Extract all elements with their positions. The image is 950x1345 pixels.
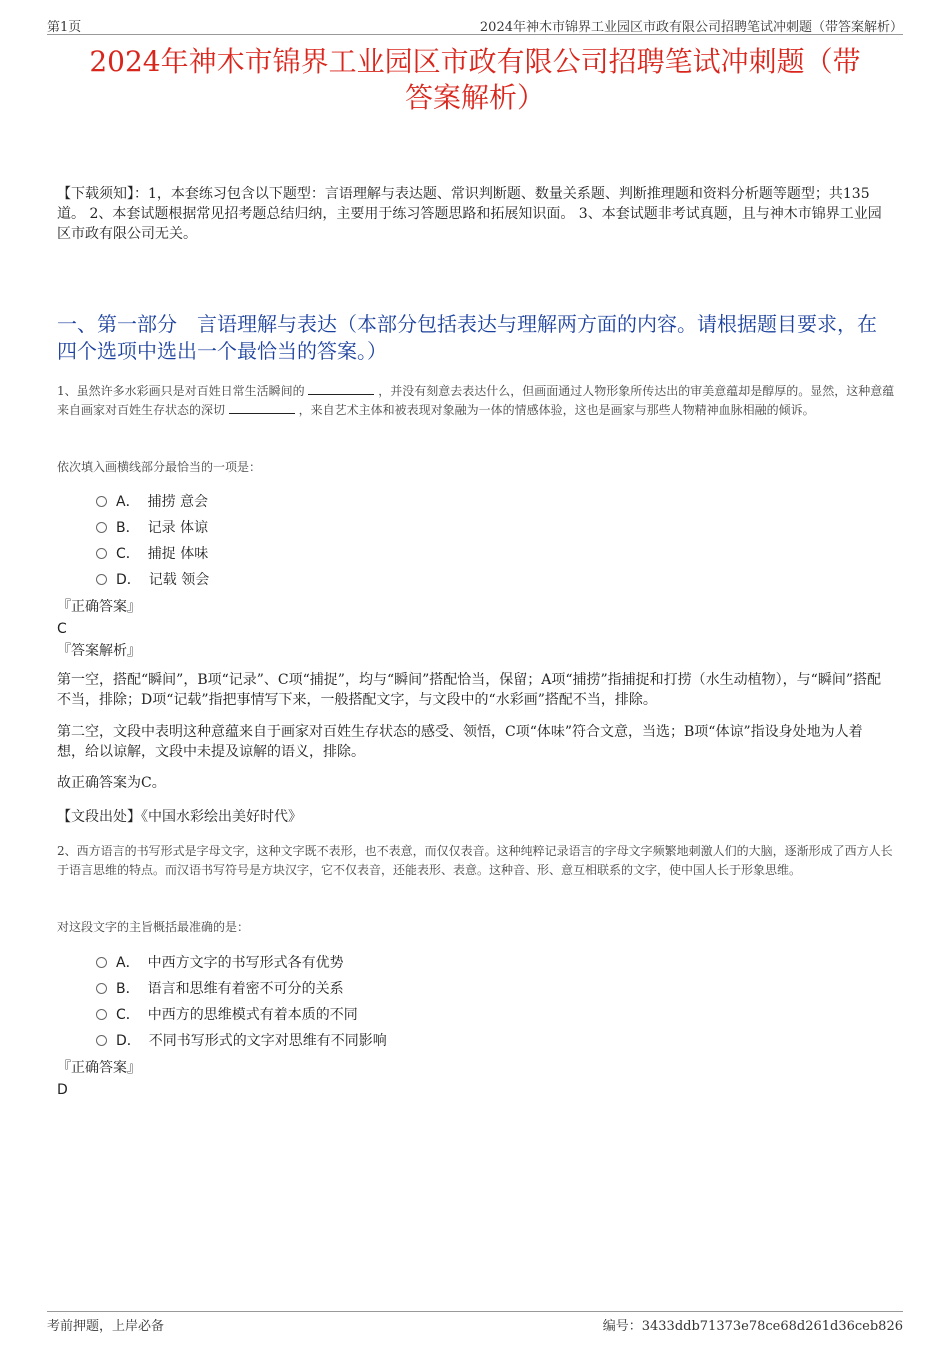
question-1-answer-block: [57, 596, 141, 662]
option-letter: D．: [116, 572, 141, 588]
option-letter: A．: [116, 955, 140, 971]
option-letter: A．: [116, 494, 140, 510]
page-number: 第1页: [47, 20, 82, 35]
analysis-paragraph-1: 第一空，搭配“瞬间”，B项“记录”、C项“捕捉”，均与“瞬间”搭配恰当，保留；A项“捕捞”指捕捉和打捞（水生动植物），与“瞬间”搭配不当，排除；D项“记载”指把事情写下来，一般搭配文字，与文段中的“水彩画”搭配不当，排除。: [57, 672, 881, 708]
option-text: 记载 领会: [148, 572, 210, 588]
question-1-part-a: 1、虽然许多水彩画只是对百姓日常生活瞬间的: [57, 384, 305, 398]
option-d[interactable]: [96, 569, 209, 595]
footer-slogan: 考前押题，上岸必备: [47, 1319, 165, 1334]
option-letter: B．: [116, 981, 140, 997]
correct-answer-label: 『正确答案』: [57, 1060, 141, 1076]
radio-icon[interactable]: [96, 522, 107, 533]
section-heading: 一、第一部分 言语理解与表达（本部分包括表达与理解两方面的内容。请根据题目要求，在四个选项中选出一个最恰当的答案。）: [57, 312, 877, 363]
question-2-text: 2、西方语言的书写形式是字母文字，这种文字既不表形，也不表意，而仅仅表音。这种纯粹记录语言的字母文字频繁地刺激人们的大脑，逐渐形成了西方人长于语言思维的特点。而汉语书写符号是方块汉字，它不仅表音，还能表形、表意。这种音、形、意互相联系的文字，使中国人长于形象思维。: [57, 844, 893, 877]
option-letter: C．: [116, 1007, 140, 1023]
radio-icon[interactable]: [96, 548, 107, 559]
question-2-answer-block: [57, 1057, 141, 1101]
option-text: 中西方文字的书写形式各有优势: [147, 955, 344, 971]
option-b[interactable]: [96, 517, 209, 543]
correct-answer-value: C: [57, 621, 67, 637]
correct-answer-label: 『正确答案』: [57, 599, 141, 615]
option-letter: C．: [116, 546, 140, 562]
option-a[interactable]: [96, 491, 209, 517]
fill-blank-1: [308, 382, 374, 395]
option-d[interactable]: [96, 1030, 387, 1056]
question-2-options: [96, 952, 387, 1056]
title-line-2: 答案解析）: [404, 81, 545, 114]
radio-icon[interactable]: [96, 496, 107, 507]
option-b[interactable]: [96, 978, 387, 1004]
option-c[interactable]: [96, 1004, 387, 1030]
option-letter: D．: [116, 1033, 141, 1049]
option-text: 记录 体谅: [147, 520, 209, 536]
question-1-options: [96, 491, 209, 595]
option-a[interactable]: [96, 952, 387, 978]
correct-answer-value: D: [57, 1082, 68, 1098]
radio-icon[interactable]: [96, 957, 107, 968]
analysis-conclusion: 故正确答案为C。: [57, 775, 166, 791]
radio-icon[interactable]: [96, 1009, 107, 1020]
analysis-paragraph-2: 第二空，文段中表明这种意蕴来自于画家对百姓生存状态的感受、领悟，C项“体味”符合文意，当选；B项“体谅”指设身处地为人着想，给以谅解，文段中未提及谅解的语义，排除。: [57, 724, 863, 760]
text-source: 【文段出处】《中国水彩绘出美好时代》: [57, 809, 302, 825]
download-notice: 【下载须知】：1，本套练习包含以下题型：言语理解与表达题、常识判断题、数量关系题、判断推理题和资料分析题等题型；共135道。 2、本套试题根据常见招考题总结归纳，主要用于练习答题思路和拓展知识面。 3、本套试题非考试真题，且与神木市锦界工业园区市政有限公司无关。: [57, 186, 882, 242]
page-header: [47, 14, 903, 35]
page-footer: [47, 1311, 903, 1332]
option-c[interactable]: [96, 543, 209, 569]
analysis-label: 『答案解析』: [57, 643, 141, 659]
option-text: 不同书写形式的文字对思维有不同影响: [148, 1033, 387, 1049]
question-1-part-b: ，并没有刻意去表达什么，但画面通过人物形象所传达出的审美意蕴却是醇厚的。显然，这种意蕴来自画家对百姓生存状态的深切: [57, 384, 895, 417]
option-text: 语言和思维有着密不可分的关系: [147, 981, 344, 997]
option-text: 捕捞 意会: [147, 494, 209, 510]
title-line-1: 2024年神木市锦界工业园区市政有限公司招聘笔试冲刺题（带: [89, 45, 861, 78]
footer-serial: 编号：3433ddb71373e78ce68d261d36ceb826: [602, 1319, 903, 1334]
fill-blank-2: [229, 401, 295, 414]
question-2-prompt: 对这段文字的主旨概括最准确的是：: [57, 920, 250, 934]
radio-icon[interactable]: [96, 1035, 107, 1046]
question-1-part-c: ，来自艺术主体和被表现对象融为一体的情感体验，这也是画家与那些人物精神血脉相融的倾诉。: [298, 403, 815, 417]
radio-icon[interactable]: [96, 574, 107, 585]
header-doc-title: 2024年神木市锦界工业园区市政有限公司招聘笔试冲刺题（带答案解析）: [479, 20, 903, 35]
option-letter: B．: [116, 520, 140, 536]
option-text: 中西方的思维模式有着本质的不同: [147, 1007, 358, 1023]
radio-icon[interactable]: [96, 983, 107, 994]
question-1-prompt: 依次填入画横线部分最恰当的一项是：: [57, 460, 262, 474]
option-text: 捕捉 体味: [147, 546, 209, 562]
page-title: [50, 44, 900, 116]
question-1-text: [57, 382, 895, 420]
